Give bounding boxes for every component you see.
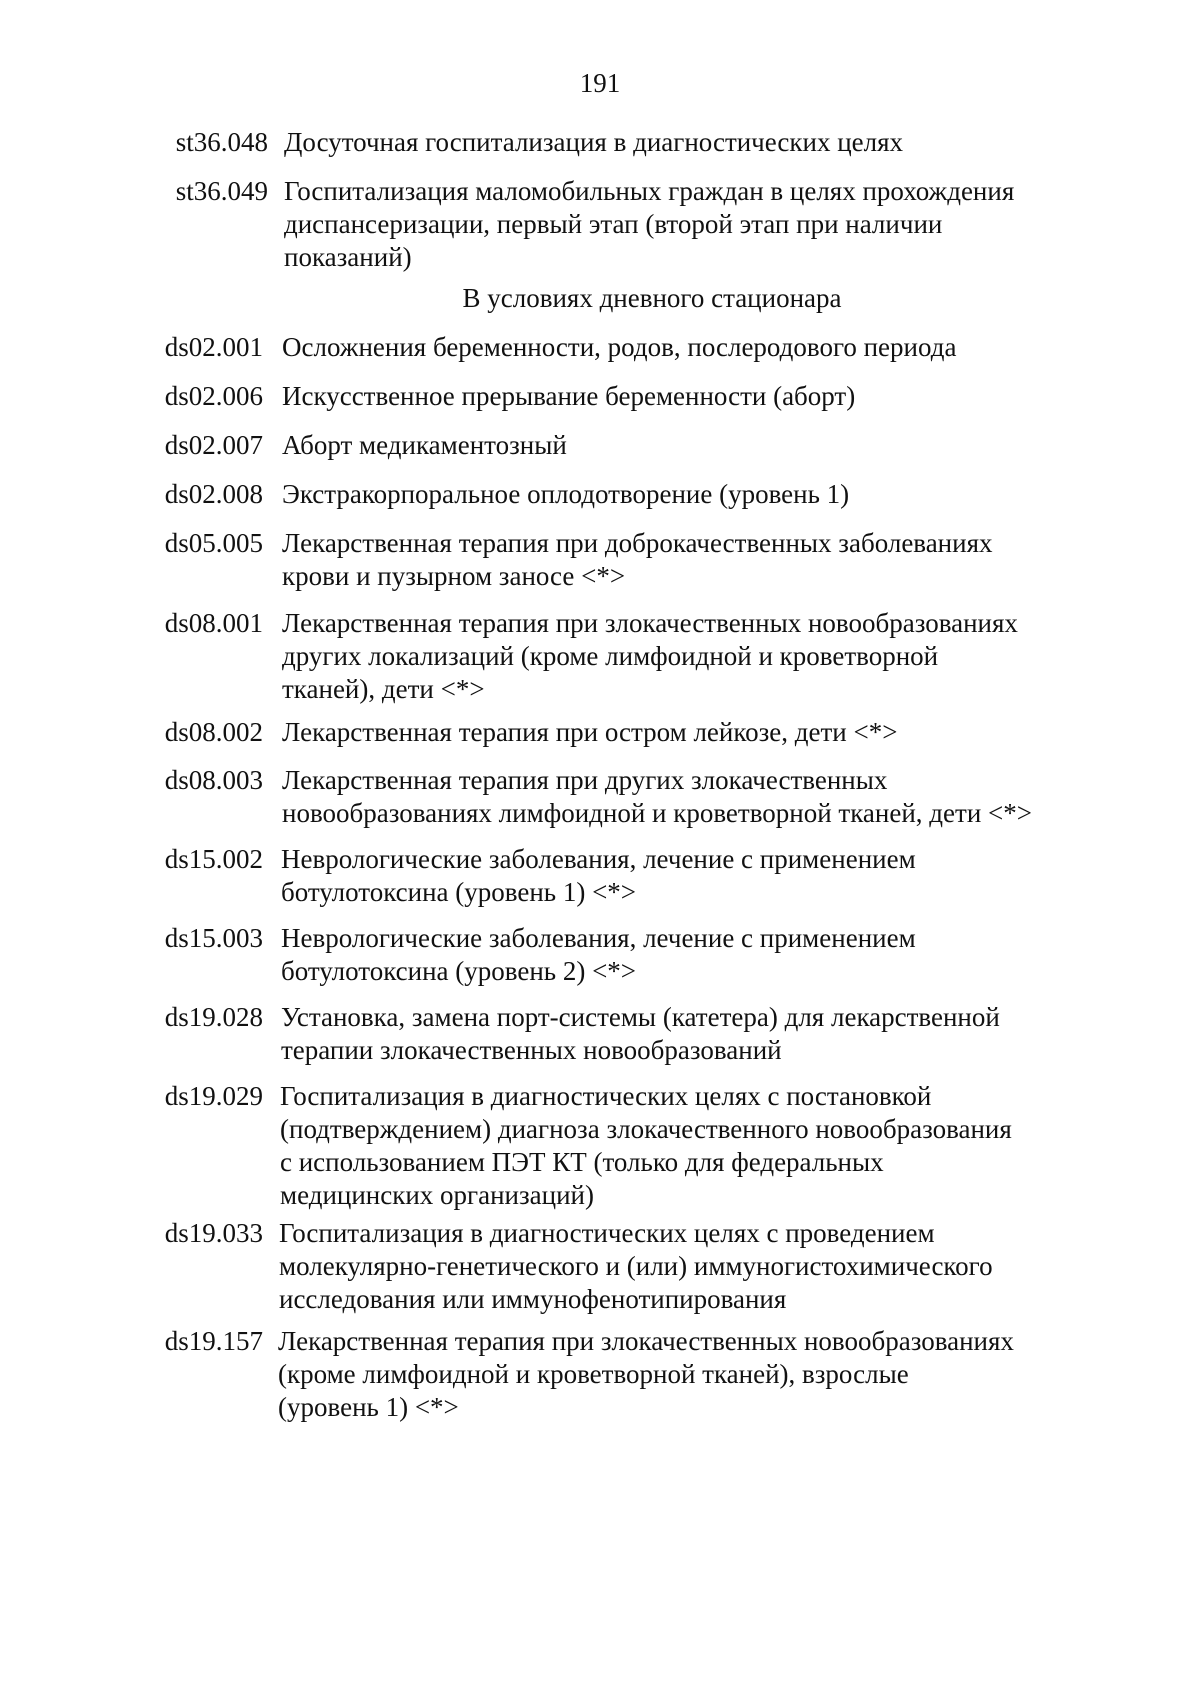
entry-description-line: новообразованиях лимфоидной и кроветворной тканей, дети <*> xyxy=(282,798,1032,828)
entry-description-line: ботулотоксина (уровень 1) <*> xyxy=(281,877,637,907)
entry-row xyxy=(0,478,1200,511)
entry-before-code: st36.048 xyxy=(175,127,268,157)
entry-description-line: Лекарственная терапия при доброкачественных заболеваниях xyxy=(282,528,993,558)
entry-before-row xyxy=(0,175,1200,274)
entry-description-line: Экстракорпоральное оплодотворение (уровень 1) xyxy=(282,479,850,509)
entry-description-line: Госпитализация в диагностических целях с проведением xyxy=(279,1218,935,1248)
entry-description-line: Лекарственная терапия при злокачественных новообразованиях xyxy=(282,608,1018,638)
entry-code: ds19.029 xyxy=(164,1081,263,1111)
entry-code: ds15.003 xyxy=(164,923,263,953)
entry-description-line: крови и пузырном заносе <*> xyxy=(282,561,626,591)
entry-code: ds02.001 xyxy=(164,332,263,362)
entry-code: ds19.157 xyxy=(164,1326,263,1356)
entry-before-description-line: диспансеризации, первый этап (второй этап при наличии xyxy=(284,209,943,239)
entry-description xyxy=(282,764,1072,830)
entry-description xyxy=(282,527,1072,593)
entry-before-code: st36.049 xyxy=(175,176,268,206)
entry-code: ds08.002 xyxy=(164,717,263,747)
entry-description-line: Осложнения беременности, родов, послеродового периода xyxy=(282,332,957,362)
entry-description-line: (уровень 1) <*> xyxy=(278,1392,459,1422)
entry-description xyxy=(281,843,1071,909)
entry-description-line: ботулотоксина (уровень 2) <*> xyxy=(281,956,637,986)
entry-code: ds02.008 xyxy=(164,479,263,509)
entry-row xyxy=(0,716,1200,749)
entry-description-line: исследования или иммунофенотипирования xyxy=(279,1284,787,1314)
entry-row xyxy=(0,331,1200,364)
entry-code: ds08.001 xyxy=(164,608,263,638)
entry-row xyxy=(0,1217,1200,1316)
entry-before-row xyxy=(0,126,1200,159)
entry-description xyxy=(281,922,1071,988)
entry-description xyxy=(282,607,1072,706)
entry-description xyxy=(282,716,1072,749)
entry-row xyxy=(0,1001,1200,1067)
entry-row xyxy=(0,1080,1200,1212)
entry-code: ds02.007 xyxy=(164,430,263,460)
entry-description-line: (кроме лимфоидной и кроветворной тканей), взрослые xyxy=(278,1359,909,1389)
section-title: В условиях дневного стационара xyxy=(462,283,842,313)
entry-code: ds08.003 xyxy=(164,765,263,795)
entry-code: ds15.002 xyxy=(164,844,263,874)
entry-description-line: терапии злокачественных новообразований xyxy=(281,1035,782,1065)
entry-description xyxy=(282,331,1072,364)
entry-description xyxy=(278,1325,1068,1424)
entry-description xyxy=(281,1001,1071,1067)
entry-code: ds19.033 xyxy=(164,1218,263,1248)
entry-row xyxy=(0,764,1200,830)
entry-description-line: тканей), дети <*> xyxy=(282,674,485,704)
entry-row xyxy=(0,527,1200,593)
entry-before-description-line: Досуточная госпитализация в диагностических целях xyxy=(284,127,904,157)
entry-code: ds02.006 xyxy=(164,381,263,411)
entry-row xyxy=(0,429,1200,462)
entry-description-line: Госпитализация в диагностических целях с постановкой xyxy=(280,1081,932,1111)
entry-description-line: Лекарственная терапия при злокачественных новообразованиях xyxy=(278,1326,1014,1356)
entry-row xyxy=(0,607,1200,706)
entry-before-description xyxy=(284,126,1074,159)
entry-row xyxy=(0,380,1200,413)
entry-description-line: Установка, замена порт-системы (катетера) для лекарственной xyxy=(281,1002,1000,1032)
page-number: 191 xyxy=(579,68,621,98)
entry-description-line: медицинских организаций) xyxy=(280,1180,594,1210)
entry-before-description xyxy=(284,175,1074,274)
entry-code: ds19.028 xyxy=(164,1002,263,1032)
entry-code: ds05.005 xyxy=(164,528,263,558)
entry-row xyxy=(0,843,1200,909)
entry-description-line: с использованием ПЭТ КТ (только для федеральных xyxy=(280,1147,884,1177)
entry-description-line: молекулярно-генетического и (или) иммуногистохимического xyxy=(279,1251,993,1281)
entry-row xyxy=(0,1325,1200,1424)
entry-before-description-line: показаний) xyxy=(284,242,412,272)
entry-description-line: Неврологические заболевания, лечение с применением xyxy=(281,844,916,874)
entry-description xyxy=(282,429,1072,462)
entry-description xyxy=(282,380,1072,413)
entry-description xyxy=(279,1217,1069,1316)
entry-description-line: Искусственное прерывание беременности (аборт) xyxy=(282,381,856,411)
entry-description-line: Лекарственная терапия при других злокачественных xyxy=(282,765,888,795)
entry-before-description-line: Госпитализация маломобильных граждан в целях прохождения xyxy=(284,176,1015,206)
entry-description-line: Неврологические заболевания, лечение с применением xyxy=(281,923,916,953)
entry-description-line: Аборт медикаментозный xyxy=(282,430,567,460)
entry-description-line: (подтверждением) диагноза злокачественного новообразования xyxy=(280,1114,1012,1144)
entry-description xyxy=(280,1080,1070,1212)
entry-description xyxy=(282,478,1072,511)
entry-description-line: других локализаций (кроме лимфоидной и кроветворной xyxy=(282,641,939,671)
entry-row xyxy=(0,922,1200,988)
entry-description-line: Лекарственная терапия при остром лейкозе, дети <*> xyxy=(282,717,898,747)
